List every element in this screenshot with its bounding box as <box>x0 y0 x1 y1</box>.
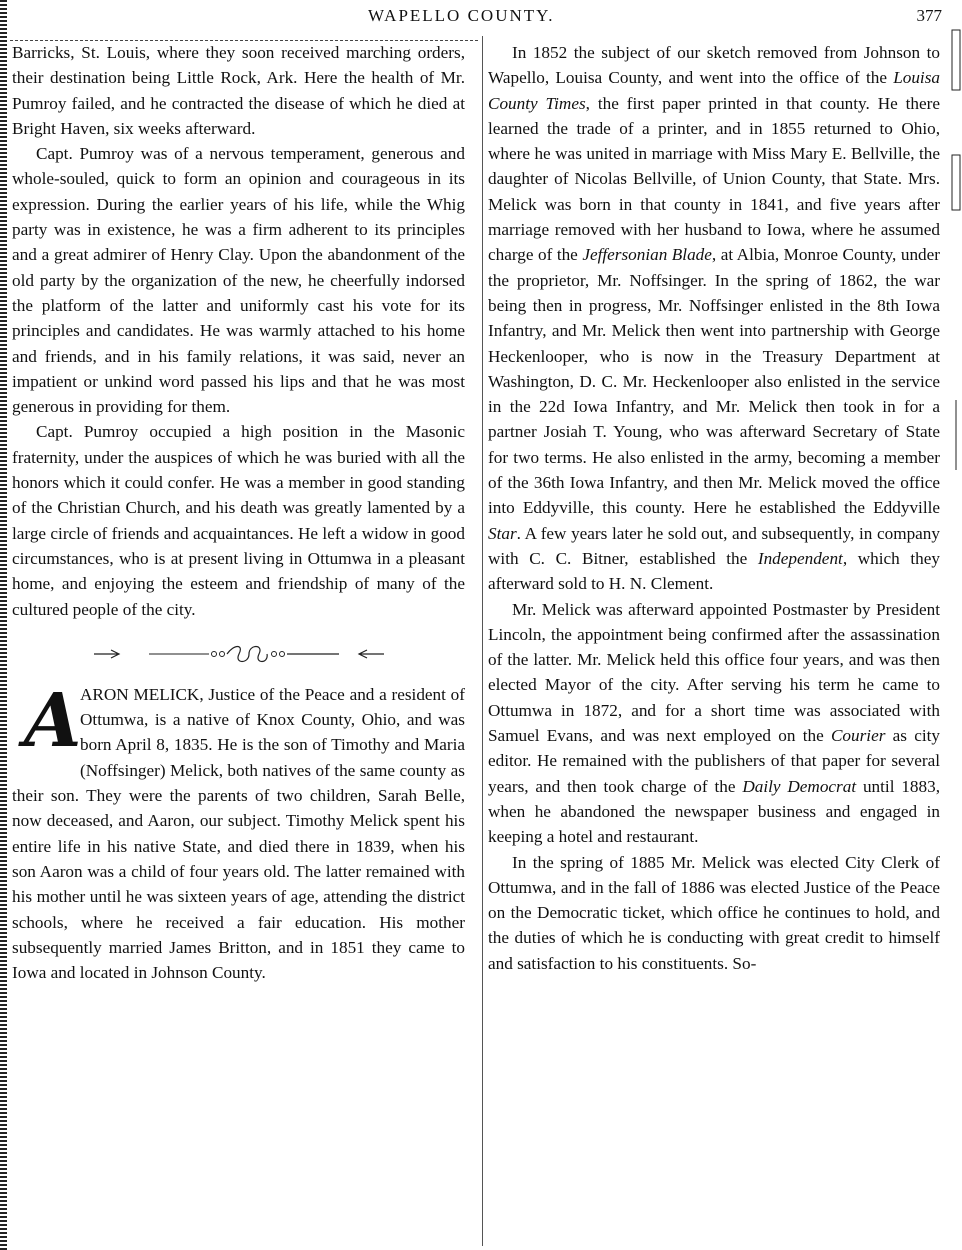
paragraph <box>488 597 940 850</box>
column-divider <box>482 36 483 1246</box>
paragraph: Barricks, St. Louis, where they soon received marching orders, their destination being Little Rock, Ark. Here the health of Mr. Pumroy failed, and he contracted the disease of which he died at Bright Haven, six weeks afterward. <box>12 43 465 138</box>
paragraph-biography <box>12 677 465 986</box>
paragraph-text: Justice of the Peace and a resident of Ottumwa, is a native of Knox County, Ohio, and was born April 8, 1835. He is the son of Timothy and Maria (Noffsinger) Melick, both natives of the same county as their son. They were the parents of two children, Sarah Belle, now deceased, and Aaron, our subject. Timothy Melick spent his entire life in his native State, and died there in 1839, when his son Aaron was a child of four years old. The latter remained with his mother until he was sixteen years of age, attending the district schools, where he received a fair education. His mother subsequently married James Britton, and in 1851 they came to Iowa and located in Johnson County. <box>12 684 465 983</box>
text-run: until 1883, when he abandoned the newspaper business and engaged in keeping a hotel and restaurant. <box>488 776 941 847</box>
right-edge-ornament <box>950 20 962 1220</box>
text-run: as city editor. He remained with the publishers of that paper for several years, and then took charge of the <box>488 726 940 796</box>
paragraph: Capt. Pumroy was of a nervous temperament, generous and whole-souled, quick to form an opinion and courageous in its expression. During the earlier years of his life, while the Whig party was in existence, he was a firm adherent to its principles and a great admirer of Henry Clay. Upon the abandonment of the old party by the organization of the new, he cheerfully indorsed the platform of the latter and uniformly cast his vote for its principles and candidates. He was warmly attached to his home and friends, and in his family relations, it was said, never an impatient or unkind word passed his lips and that he was most generous in providing for them. <box>12 144 465 417</box>
text-run: , which they afterward sold to H. N. Clement. <box>488 548 940 594</box>
left-edge-border <box>0 0 7 1250</box>
running-title: WAPELLO COUNTY. <box>368 6 555 25</box>
subject-name: ARON MELICK, <box>80 684 204 704</box>
paragraph: In the spring of 1885 Mr. Melick was elected City Clerk of Ottumwa, and in the fall of 1886 was elected Justice of the Peace on the Democratic ticket, which office he continues to hold, and the duties of which he is conducting with great credit to himself and satisfaction to his constituents. So- <box>488 852 940 973</box>
paragraph: Capt. Pumroy occupied a high position in the Masonic fraternity, under the auspices of which he was buried with all the honors which it could confer. He was a member in good standing of the Christian Church, and his death was greatly lamented by a large circle of friends and acquaintances. He left a widow in good circumstances, who is at present living in Ottumwa in a pleasant home, and enjoying the esteem and friendship of many of the cultured people of the city. <box>12 422 465 619</box>
text-run: , the first paper printed in that county. He there learned the trade of a printer, and in 1855 returned to Ohio, where he was united in marriage with Miss Mary E. Bellville, the daughter of Nicolas Bellville, of Union County, that State. Mrs. Melick was born in that county in 1841, and five years after marriage removed with her husband to Iowa, where he assumed charge of the <box>488 93 940 265</box>
newspaper-title: Independent <box>757 548 843 568</box>
text-run: , at Albia, Monroe County, under the proprietor, Mr. Noffsinger. In the spring of 1862, the war being then in progress, Mr. Noffsinger enlisted in the 8th Iowa Infantry, and Mr. Melick then went into partnership with George Heckenlooper, who is now in the Treasury Department at Washington, D. C. Mr. Heckenlooper also enlisted in the service in the 22d Iowa Infantry, and Mr. Melick then took in for a partner Josiah T. Young, who was afterward Secretary of State for two terms. He also enlisted in the army, becoming a member of the 36th Iowa Infantry, and then Mr. Melick moved the office into Eddyville, this county. Here he established the Eddyville <box>488 245 940 518</box>
dropcap-letter: A <box>24 677 82 764</box>
newspaper-title: Louisa County Times <box>488 68 940 113</box>
newspaper-title: Star <box>488 523 517 543</box>
paragraph <box>488 40 940 597</box>
text-run: Mr. Melick was afterward appointed Postmaster by President Lincoln, the appointment being confirmed after the assassination of the latter. Mr. Melick held this office four years, and was then elected Mayor of the city. After serving his term he came to Ottumwa in 1872, and for a short time was associated with Samuel Evans, and was next employed on the <box>488 599 940 746</box>
newspaper-title: Daily Democrat <box>742 776 857 796</box>
ornamental-divider <box>89 644 389 664</box>
text-run: In 1852 the subject of our sketch removed from Johnson to Wapello, Louisa County, and went into the office of the <box>488 43 940 88</box>
right-column <box>488 40 940 976</box>
newspaper-title: Jeffersonian Blade <box>582 245 712 265</box>
page-number: 377 <box>916 6 942 25</box>
newspaper-title: Courier <box>830 726 886 746</box>
decorative-dropcap <box>24 677 82 764</box>
text-run: . A few years later he sold out, and subsequently, in company with C. C. Bitner, established the <box>488 523 940 568</box>
page-header <box>0 6 962 30</box>
left-column <box>12 40 465 985</box>
